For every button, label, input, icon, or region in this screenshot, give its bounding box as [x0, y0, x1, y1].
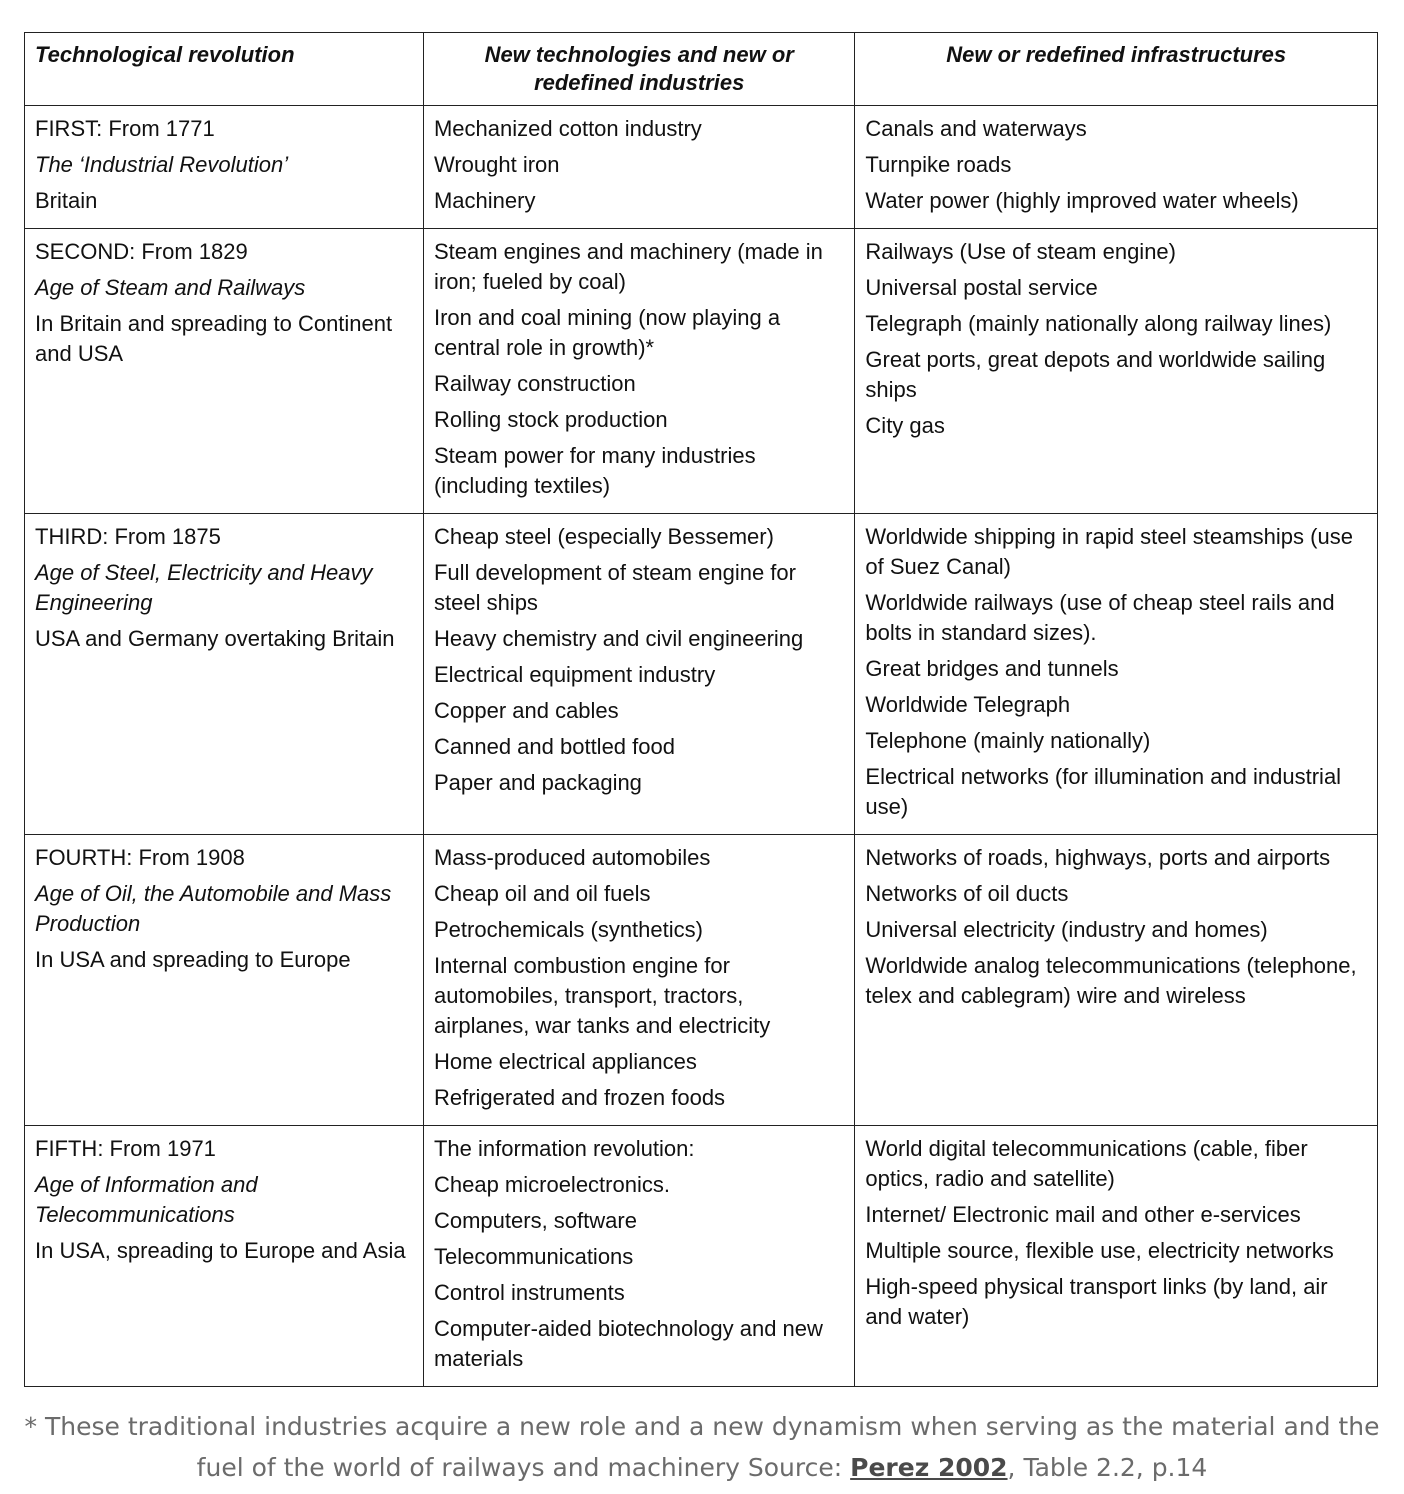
revolution-era-name: The ‘Industrial Revolution’ [35, 152, 289, 177]
infrastructures-cell [855, 835, 1378, 1126]
infrastructure-item: Internet/ Electronic mail and other e-services [865, 1202, 1301, 1227]
technology-item: Full development of steam engine for steel ships [433, 560, 796, 615]
revolution-label: THIRD: From 1875 [35, 524, 221, 549]
infrastructure-item: World digital telecommunications (cable, fiber optics, radio and satellite) [865, 1136, 1308, 1191]
source-link[interactable]: Perez 2002 [850, 1453, 1008, 1482]
revolution-region: Britain [35, 188, 98, 213]
table-caption [0, 1406, 1404, 1488]
technology-item: Electrical equipment industry [433, 662, 716, 687]
infrastructure-item: Universal electricity (industry and homes) [865, 917, 1268, 942]
infrastructure-item: Networks of roads, highways, ports and airports [865, 845, 1331, 870]
revolution-cell [25, 229, 424, 514]
technology-item: Machinery [433, 188, 536, 213]
technology-item: Railway construction [433, 371, 636, 396]
table-row [25, 835, 1378, 1126]
technology-item: Rolling stock production [433, 407, 668, 432]
technology-item: Cheap oil and oil fuels [433, 881, 651, 906]
technology-item: Canned and bottled food [433, 734, 675, 759]
infrastructure-item: Electrical networks (for illumination and industrial use) [865, 764, 1342, 819]
infrastructure-item: Worldwide Telegraph [865, 692, 1071, 717]
revolution-era-name: Age of Steam and Railways [35, 275, 306, 300]
revolution-label: FOURTH: From 1908 [35, 845, 245, 870]
header-new-infrastructures: New or redefined infrastructures [855, 33, 1378, 106]
infrastructures-cell [855, 106, 1378, 229]
technology-item: Home electrical appliances [433, 1049, 697, 1074]
header-new-technologies: New technologies and new or redefined industries [423, 33, 854, 106]
revolution-era-name: Age of Information and Telecommunications [35, 1172, 258, 1227]
technologies-cell [423, 229, 854, 514]
table-header-row [25, 33, 1378, 106]
header-technological-revolution: Technological revolution [25, 33, 424, 106]
table-row [25, 514, 1378, 835]
technology-item: Heavy chemistry and civil engineering [433, 626, 804, 651]
infrastructure-item: High-speed physical transport links (by land, air and water) [865, 1274, 1328, 1329]
revolution-cell [25, 1126, 424, 1387]
infrastructure-item: Great ports, great depots and worldwide sailing ships [865, 347, 1326, 402]
technology-item: Paper and packaging [433, 770, 642, 795]
technology-item: Control instruments [433, 1280, 625, 1305]
technology-item: Computer-aided biotechnology and new materials [433, 1316, 823, 1371]
technology-item: Refrigerated and frozen foods [433, 1085, 726, 1110]
revolution-era-name: Age of Steel, Electricity and Heavy Engineering [35, 560, 373, 615]
technologies-cell [423, 514, 854, 835]
infrastructure-item: Telegraph (mainly nationally along railway lines) [865, 311, 1332, 336]
table-row [25, 229, 1378, 514]
technology-item: Cheap steel (especially Bessemer) [433, 524, 774, 549]
revolution-cell [25, 835, 424, 1126]
caption-text: * These traditional industries acquire a new role and a new dynamism when serving as the material and the fuel of the world of railways and machinery Source: [24, 1412, 1380, 1482]
infrastructure-item: Worldwide shipping in rapid steel steamships (use of Suez Canal) [865, 524, 1353, 579]
infrastructures-cell [855, 1126, 1378, 1387]
technology-item: Petrochemicals (synthetics) [433, 917, 703, 942]
infrastructure-item: Multiple source, flexible use, electricity networks [865, 1238, 1334, 1263]
technology-item: Mechanized cotton industry [433, 116, 702, 141]
infrastructure-item: Worldwide railways (use of cheap steel rails and bolts in standard sizes). [865, 590, 1335, 645]
infrastructure-item: Networks of oil ducts [865, 881, 1069, 906]
revolution-cell [25, 514, 424, 835]
table-row [25, 106, 1378, 229]
revolutions-table-container [24, 32, 1378, 1387]
infrastructure-item: Canals and waterways [865, 116, 1087, 141]
table-body [25, 106, 1378, 1387]
technology-item: Cheap microelectronics. [433, 1172, 670, 1197]
technological-revolutions-table [24, 32, 1378, 1387]
technology-item: Copper and cables [433, 698, 619, 723]
revolution-label: SECOND: From 1829 [35, 239, 248, 264]
technologies-cell [423, 1126, 854, 1387]
revolution-label: FIRST: From 1771 [35, 116, 215, 141]
technology-item: Steam engines and machinery (made in iron; fueled by coal) [433, 239, 823, 294]
infrastructure-item: City gas [865, 413, 945, 438]
revolution-cell [25, 106, 424, 229]
table-row [25, 1126, 1378, 1387]
technology-item: Iron and coal mining (now playing a central role in growth)* [433, 305, 781, 360]
technologies-cell [423, 106, 854, 229]
revolution-region: USA and Germany overtaking Britain [35, 626, 395, 651]
revolution-region: In USA, spreading to Europe and Asia [35, 1238, 406, 1263]
infrastructure-item: Telephone (mainly nationally) [865, 728, 1151, 753]
infrastructure-item: Worldwide analog telecommunications (telephone, telex and cablegram) wire and wireless [865, 953, 1357, 1008]
technology-item: The information revolution: [433, 1136, 695, 1161]
technology-item: Wrought iron [433, 152, 560, 177]
technology-item: Steam power for many industries (including textiles) [433, 443, 756, 498]
infrastructure-item: Railways (Use of steam engine) [865, 239, 1176, 264]
infrastructure-item: Great bridges and tunnels [865, 656, 1119, 681]
infrastructure-item: Turnpike roads [865, 152, 1012, 177]
revolution-region: In Britain and spreading to Continent and USA [35, 311, 393, 366]
infrastructure-item: Universal postal service [865, 275, 1098, 300]
infrastructures-cell [855, 514, 1378, 835]
infrastructure-item: Water power (highly improved water wheels) [865, 188, 1299, 213]
technology-item: Telecommunications [433, 1244, 634, 1269]
caption-source-suffix: , Table 2.2, p.14 [1007, 1453, 1208, 1482]
technologies-cell [423, 835, 854, 1126]
technology-item: Computers, software [433, 1208, 637, 1233]
technology-item: Internal combustion engine for automobiles, transport, tractors, airplanes, war tanks and electricity [433, 953, 771, 1038]
revolution-region: In USA and spreading to Europe [35, 947, 351, 972]
infrastructures-cell [855, 229, 1378, 514]
revolution-label: FIFTH: From 1971 [35, 1136, 216, 1161]
revolution-era-name: Age of Oil, the Automobile and Mass Production [35, 881, 392, 936]
technology-item: Mass-produced automobiles [433, 845, 711, 870]
